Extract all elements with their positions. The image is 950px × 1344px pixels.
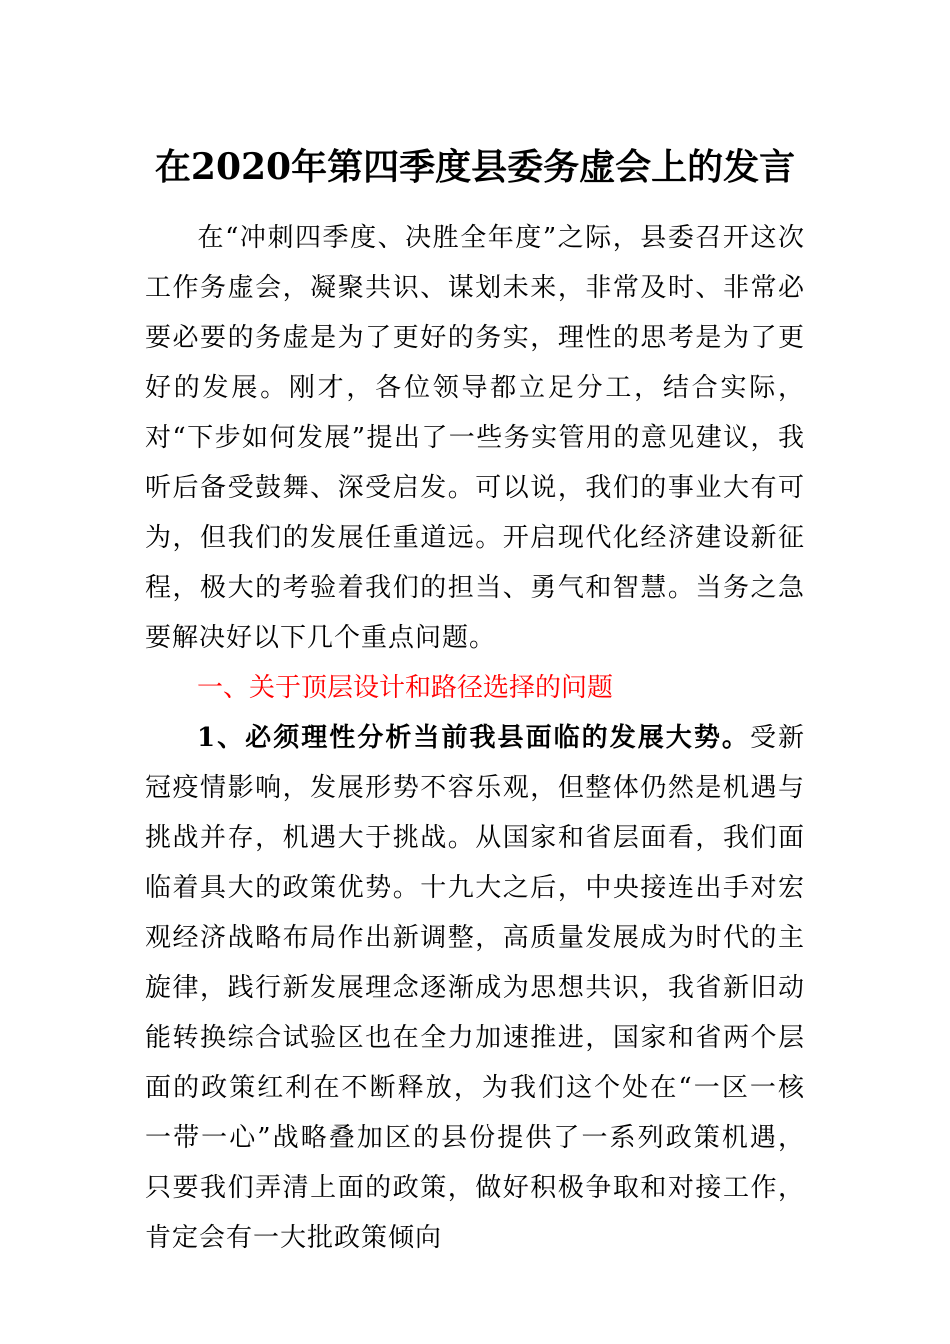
point-one-paragraph [145, 713, 805, 1263]
document-title: 在2020年第四季度县委务虚会上的发言 [154, 146, 796, 188]
intro-paragraph-text: 在“冲刺四季度、决胜全年度”之际，县委召开这次工作务虚会，凝聚共识、谋划未来，非常及时、非常必要必要的务虚是为了更好的务实，理性的思考是为了更好的发展。刚才，各位领导都立足分工，结合实际，对“下步如何发展”提出了一些务实管用的意见建议，我听后备受鼓舞、深受启发。可以说，我们的事业大有可为，但我们的发展任重道远。开启现代化经济建设新征程，极大的考验着我们的担当、勇气和智慧。当务之急要解决好以下几个重点问题。 [145, 223, 805, 653]
point-one-body: 受新冠疫情影响，发展形势不容乐观，但整体仍然是机遇与挑战并存，机遇大于挑战。从国家和省层面看，我们面临着具大的政策优势。十九大之后，中央接连出手对宏观经济战略布局作出新调整，高质量发展成为时代的主旋律，践行新发展理念逐渐成为思想共识，我省新旧动能转换综合试验区也在全力加速推进，国家和省两个层面的政策红利在不断释放，为我们这个处在“一区一核一带一心”战略叠加区的县份提供了一系列政策机遇，只要我们弄清上面的政策，做好积极争取和对接工作，肯定会有一大批政策倾向 [145, 723, 805, 1253]
section-heading: 一、关于顶层设计和路径选择的问题 [197, 673, 614, 703]
point-one-lead: 1、必须理性分析当前我县面临的发展大势。 [197, 723, 750, 753]
intro-paragraph [145, 213, 805, 663]
